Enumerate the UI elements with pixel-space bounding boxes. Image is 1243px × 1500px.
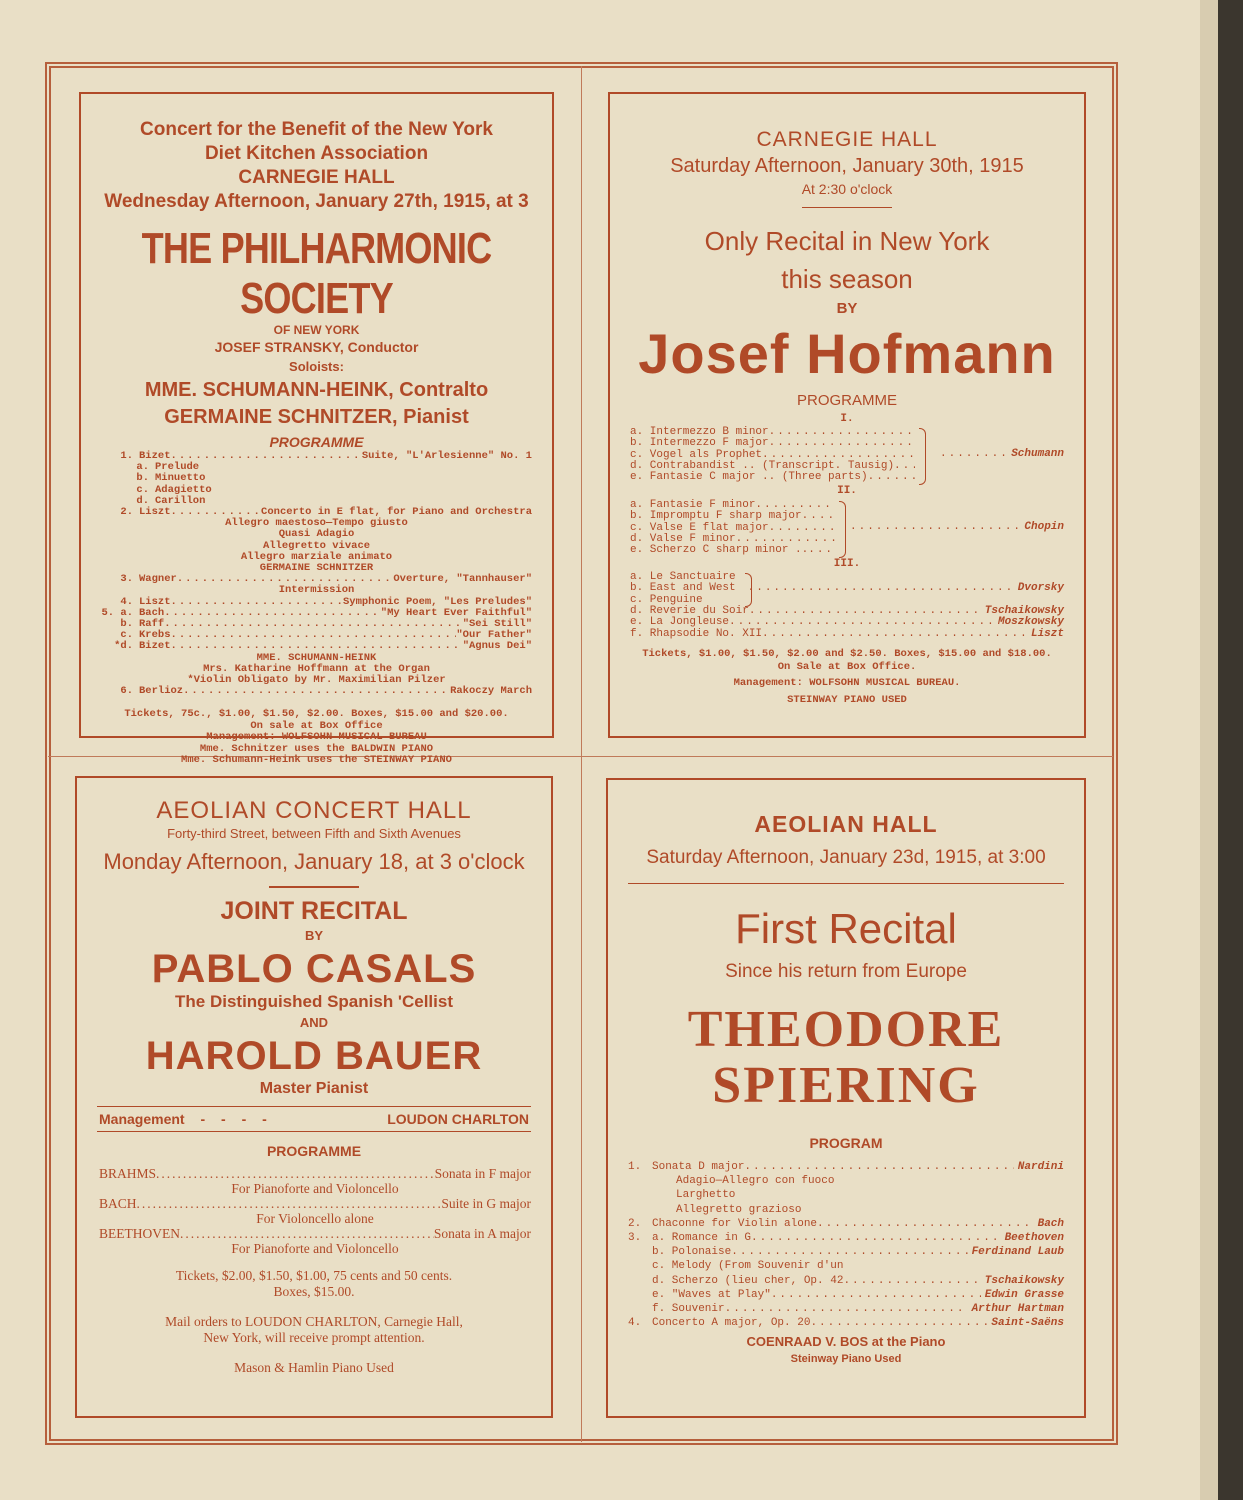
address: Forty-third Street, between Fifth and Sixth Avenues [167, 826, 461, 841]
item-instrumentation: For Pianoforte and Violoncello [231, 1241, 399, 1256]
item-title: f. Souvenir [652, 1303, 725, 1316]
leader-dots [751, 1231, 1001, 1245]
leader-dots [731, 1245, 967, 1259]
leader-dots [769, 427, 915, 438]
item-number: 3. [628, 1232, 642, 1245]
leader-dots [729, 617, 994, 628]
item-title: a. Intermezzo B minor [630, 426, 769, 438]
artist-1: PABLO CASALS [151, 947, 477, 991]
concert-date: Monday Afternoon, January 18, at 3 o'clock [103, 849, 525, 874]
programme-item [99, 1166, 531, 1181]
leader-dots [180, 1226, 434, 1241]
item-title: Overture, "Tannhauser" [393, 573, 532, 586]
and-label: AND [299, 1015, 329, 1030]
programme-list [99, 1166, 531, 1256]
composer-name: Edwin Grasse [984, 1288, 1064, 1301]
leader-dots [817, 1217, 1034, 1231]
item-number: 4. [120, 595, 133, 608]
management-name: LOUDON CHARLTON [387, 1111, 529, 1127]
item-composer: Raff [139, 618, 165, 631]
programme-note: GERMAINE SCHNITZER [259, 562, 374, 575]
venue: CARNEGIE HALL [238, 167, 395, 188]
programme-item [630, 438, 915, 449]
item-number: 2. [628, 1217, 642, 1230]
item-title: d. Valse F minor [630, 532, 736, 545]
leader-dots [171, 597, 343, 608]
item-composer: Krebs [139, 629, 171, 642]
item-title: e. Fantasie C major .. (Three parts) [630, 471, 868, 484]
movement: Larghetto [676, 1189, 736, 1202]
programme-item [630, 629, 1064, 640]
item-title: b. Intermezzo F major [630, 437, 769, 450]
composer-name: Chopin [1024, 521, 1064, 534]
leader-dots [171, 451, 362, 462]
leader-dots [762, 629, 1027, 640]
item-composer: BACH [99, 1196, 137, 1211]
leader-dots [894, 461, 915, 472]
programme-item [101, 529, 532, 540]
artist-name-1: THEODORE [687, 1001, 1005, 1058]
item-number: a. [136, 461, 149, 474]
panel-casals-bauer [75, 776, 553, 1418]
tickets: Tickets, $1.00, $1.50, $2.00 and $2.50. Boxes, $15.00 and $18.00. [642, 648, 1052, 660]
group-bracket [745, 573, 752, 607]
item-composer: Minuetto [155, 472, 206, 485]
by-label: BY [304, 928, 324, 943]
programme-item [628, 1288, 1064, 1302]
item-composer: Bach [139, 606, 165, 619]
item-number: 1. [628, 1161, 642, 1173]
programme-note: Allegro marziale animato [240, 550, 393, 563]
item-number: 1. [120, 450, 133, 462]
programme-item [628, 1259, 1064, 1273]
item-composer: BRAHMS [99, 1166, 157, 1181]
accompanist: COENRAAD V. BOS at the Piano [746, 1334, 946, 1350]
programme-list [101, 451, 532, 697]
item-title: b. Polonaise [652, 1246, 732, 1259]
tickets: Tickets, 75c., $1.00, $1.50, $2.00. Boxes, $15.00 and $20.00. [124, 708, 509, 721]
leader-dots [802, 511, 835, 522]
soloist-1: MME. SCHUMANN-HEINK, Contralto [144, 379, 489, 401]
binding-edge [1200, 0, 1243, 1500]
item-title: e. "Waves at Play" [652, 1288, 771, 1301]
programme-heading: PROGRAMME [266, 1143, 362, 1159]
programme-heading: PROGRAMME [269, 434, 364, 450]
tagline-2: this season [781, 264, 913, 294]
item-instrumentation: For Violoncello alone [256, 1211, 374, 1226]
divider [628, 883, 1064, 884]
venue: AEOLIAN HALL [754, 811, 938, 837]
boxes: Boxes, $15.00. [273, 1284, 355, 1299]
programme-item [101, 473, 532, 484]
conductor: JOSEF STRANSKY, Conductor [214, 339, 419, 355]
item-title: d. Contrabandist .. (Transcript. Tausig) [630, 459, 895, 472]
programme-note: Mrs. Katharine Hoffmann at the Organ [203, 662, 430, 675]
piano-note-2: Mme. Schumann-Heink uses the STEINWAY PIANO [181, 754, 452, 767]
item-composer: Berlioz [139, 685, 184, 698]
programme-heading: PROGRAMME [796, 392, 897, 409]
programme-item [628, 1231, 1064, 1245]
divider [97, 1106, 531, 1107]
item-title: a. Romance in G [652, 1232, 752, 1245]
programme-item [630, 472, 915, 483]
mail-orders-1: Mail orders to LOUDON CHARLTON, Carnegie Hall, [165, 1314, 463, 1329]
headline: THE PHILHARMONIC SOCIETY [141, 224, 492, 323]
by-label: BY [836, 300, 858, 317]
item-title: a. Le Sanctuaire [630, 571, 736, 583]
programme-note: Allegro maestoso—Tempo giusto [225, 517, 408, 530]
programme-item [101, 686, 532, 697]
item-composer: Prelude [155, 461, 200, 474]
programme-item [99, 1196, 531, 1211]
item-title: "Our Father" [456, 629, 532, 642]
piano-note: STEINWAY PIANO USED [787, 693, 907, 706]
section-numeral: III. [833, 558, 861, 570]
benefit-line-1: Concert for the Benefit of the New York [140, 119, 493, 140]
movement: Adagio—Allegro con fuoco [676, 1175, 835, 1188]
item-number: 5. a. [101, 606, 133, 619]
item-number [628, 1302, 652, 1316]
venue: CARNEGIE HALL [756, 128, 938, 151]
divider [97, 1131, 531, 1132]
item-number [628, 1245, 652, 1259]
item-number: b. [136, 472, 149, 485]
item-instrumentation: For Pianoforte and Violoncello [231, 1181, 399, 1196]
artist-2-description: Master Pianist [259, 1080, 369, 1097]
soloist-2: GERMAINE SCHNITZER, Pianist [164, 406, 469, 428]
item-number: *d. [114, 640, 133, 653]
item-title: c. Melody (From Souvenir d'un [652, 1260, 844, 1273]
item-title: d. Reverie du Soir [630, 604, 749, 617]
joint-recital: JOINT RECITAL [220, 897, 408, 925]
leader-dots [810, 1316, 987, 1330]
item-composer: Wagner [139, 573, 177, 586]
group-composer [940, 449, 1064, 460]
item-title: e. La Jongleuse [630, 616, 730, 629]
leader-dots [769, 438, 915, 449]
item-number: 4. [628, 1317, 642, 1330]
item-title: c. Valse E flat major [630, 521, 769, 534]
item-number [628, 1288, 652, 1302]
item-title: Rakoczy March [450, 685, 532, 698]
composer-name: Dvorsky [1017, 582, 1064, 595]
programme-note: Allegretto vivace [262, 539, 371, 552]
divider [269, 886, 359, 888]
leader-dots [164, 608, 381, 619]
item-composer: Liszt [139, 506, 171, 519]
composer-name: Saint-Saëns [991, 1317, 1064, 1330]
panel-hofmann [608, 92, 1086, 738]
programme-item [630, 511, 835, 522]
item-composer: Carillon [155, 494, 206, 507]
since-return: Since his return from Europe [725, 961, 967, 982]
programme-heading: PROGRAM [809, 1135, 883, 1151]
artist-name-2: SPIERING [712, 1057, 980, 1114]
programme-item [628, 1174, 1064, 1188]
programme-item [630, 617, 1064, 628]
programme-note: MME. SCHUMANN-HEINK [256, 651, 377, 664]
item-composer: Bizet [139, 640, 171, 653]
soloists-label: Soloists: [289, 359, 344, 374]
programme-note: *Violin Obligato by Mr. Maximilian Pilzer [187, 674, 446, 687]
subheading: OF NEW YORK [273, 323, 360, 337]
leader-dots [749, 606, 981, 617]
item-composer: Adagietto [155, 483, 212, 496]
composer-name: Ferdinand Laub [971, 1246, 1064, 1259]
leader-dots [843, 1274, 980, 1288]
leader-dots [808, 545, 835, 556]
venue: AEOLIAN CONCERT HALL [156, 797, 472, 824]
panel-philharmonic [79, 92, 554, 767]
tagline-1: Only Recital in New York [704, 226, 990, 256]
piano-note-1: Mme. Schnitzer uses the BALDWIN PIANO [199, 742, 434, 755]
item-title: Symphonic Poem, "Les Preludes" [342, 595, 532, 608]
concert-date: Saturday Afternoon, January 30th, 1915 [670, 155, 1024, 177]
panel-spiering [606, 778, 1086, 1418]
item-title: Chaconne for Violin alone [652, 1217, 818, 1230]
artist-2: HAROLD BAUER [145, 1034, 483, 1078]
concert-date: Wednesday Afternoon, January 27th, 1915, at 3 [104, 191, 529, 212]
composer-name: Schumann [1011, 448, 1064, 461]
item-title: "Sei Still" [462, 618, 532, 631]
item-composer: BEETHOVEN [99, 1226, 180, 1241]
programme-item [628, 1188, 1064, 1202]
item-number: c. [136, 483, 149, 496]
item-title: Suite, "L'Arlesienne" No. 1 [361, 450, 532, 462]
programme-item [628, 1160, 1064, 1174]
programme-item [628, 1274, 1064, 1288]
programme-note: Intermission [278, 584, 355, 597]
item-number: c. [120, 629, 133, 642]
leader-dots [156, 1166, 435, 1181]
composer-name: Bach [1037, 1217, 1064, 1230]
item-title: Sonata D major [652, 1161, 745, 1173]
item-composer: Liszt [139, 595, 171, 608]
composer-name: Arthur Hartman [971, 1303, 1064, 1316]
on-sale: On Sale at Box Office. [777, 660, 917, 673]
programme-item [628, 1245, 1064, 1259]
leader-dots [171, 630, 457, 641]
on-sale: On sale at Box Office [250, 719, 383, 732]
management-label: Management - - - - [99, 1111, 267, 1127]
artist-1-description: The Distinguished Spanish 'Cellist [175, 992, 453, 1011]
section-numeral: I. [840, 413, 854, 425]
item-title: "Agnus Dei" [462, 640, 532, 653]
first-recital: First Recital [735, 905, 957, 952]
item-number: d. [136, 494, 149, 507]
headline: Josef Hofmann [638, 322, 1056, 385]
piano-note: Steinway Piano Used [790, 1353, 902, 1366]
item-title: "My Heart Ever Faithful" [380, 606, 532, 619]
leader-dots [171, 641, 463, 652]
programme-item [630, 583, 1064, 594]
composer-name: Beethoven [1004, 1232, 1064, 1245]
programme-note: Quasi Adagio [278, 528, 355, 541]
programme-item [628, 1302, 1064, 1316]
programme-item [101, 641, 532, 652]
programme-list [628, 1160, 1064, 1330]
leader-dots [771, 1288, 981, 1302]
leader-dots [850, 522, 1020, 533]
item-title: b. East and West [630, 582, 736, 595]
group-composer [850, 522, 1064, 533]
movement: Allegretto grazioso [676, 1203, 802, 1216]
group-bracket [839, 501, 846, 558]
programme-list [630, 410, 1064, 660]
leader-dots [748, 583, 1014, 594]
item-title: a. Fantasie F minor [630, 499, 756, 511]
item-title: e. Scherzo C sharp minor .. [630, 544, 809, 557]
item-title: Concerto in E flat, for Piano and Orchestra [261, 506, 532, 519]
programme-item [628, 1203, 1064, 1217]
item-title: b. Impromptu F sharp major [630, 510, 802, 523]
composer-name: Liszt [1030, 627, 1064, 640]
leader-dots [183, 686, 450, 697]
item-title: f. Rhapsodie No. XII [630, 627, 763, 640]
item-title: Sonata in A major [433, 1226, 531, 1241]
composer-name: Tschaikowsky [984, 1274, 1064, 1287]
programme-item [628, 1217, 1064, 1231]
programme-item [101, 585, 532, 596]
leader-dots [940, 449, 1007, 460]
item-composer: Bizet [139, 450, 171, 462]
piano-note: Mason & Hamlin Piano Used [234, 1360, 394, 1375]
management: Management: WOLFSOHN MUSICAL BUREAU [206, 731, 427, 744]
programme-item [630, 545, 835, 556]
divider [802, 207, 892, 208]
item-title: Suite in G major [441, 1196, 531, 1211]
item-number: 3. [120, 573, 133, 586]
item-title: d. Scherzo (lieu cher, Op. 42 [652, 1274, 844, 1287]
leader-dots [744, 1160, 1013, 1174]
vertical-divider [581, 66, 582, 1442]
concert-time: At 2:30 o'clock [801, 181, 893, 197]
item-title: c. Penguine [630, 593, 703, 606]
item-number: 2. [120, 506, 133, 519]
programme-item [99, 1226, 531, 1241]
item-number: 6. [120, 685, 133, 698]
group-bracket [919, 428, 926, 485]
mail-orders-2: New York, will receive prompt attention. [203, 1330, 425, 1345]
programme-item [628, 1316, 1064, 1330]
leader-dots [164, 619, 462, 630]
concert-date: Saturday Afternoon, January 23d, 1915, at 3:00 [646, 847, 1046, 868]
benefit-line-2: Diet Kitchen Association [204, 143, 429, 164]
composer-name: Nardini [1017, 1161, 1064, 1173]
leader-dots [769, 523, 835, 534]
item-number [628, 1259, 652, 1273]
composer-name: Tschaikowsky [984, 604, 1064, 617]
item-title: Sonata in F major [434, 1166, 531, 1181]
item-title: Concerto A major, Op. 20 [652, 1317, 811, 1330]
leader-dots [137, 1196, 442, 1211]
item-number [628, 1274, 652, 1288]
tickets: Tickets, $2.00, $1.50, $1.00, 75 cents and 50 cents. [175, 1268, 453, 1283]
item-number: b. [120, 618, 133, 631]
section-numeral: II. [837, 485, 857, 497]
item-title: c. Vogel als Prophet [630, 448, 763, 461]
leader-dots [725, 1302, 968, 1316]
management: Management: WOLFSOHN MUSICAL BUREAU. [733, 677, 961, 689]
leader-dots [868, 472, 915, 483]
composer-name: Moszkowsky [997, 616, 1064, 629]
